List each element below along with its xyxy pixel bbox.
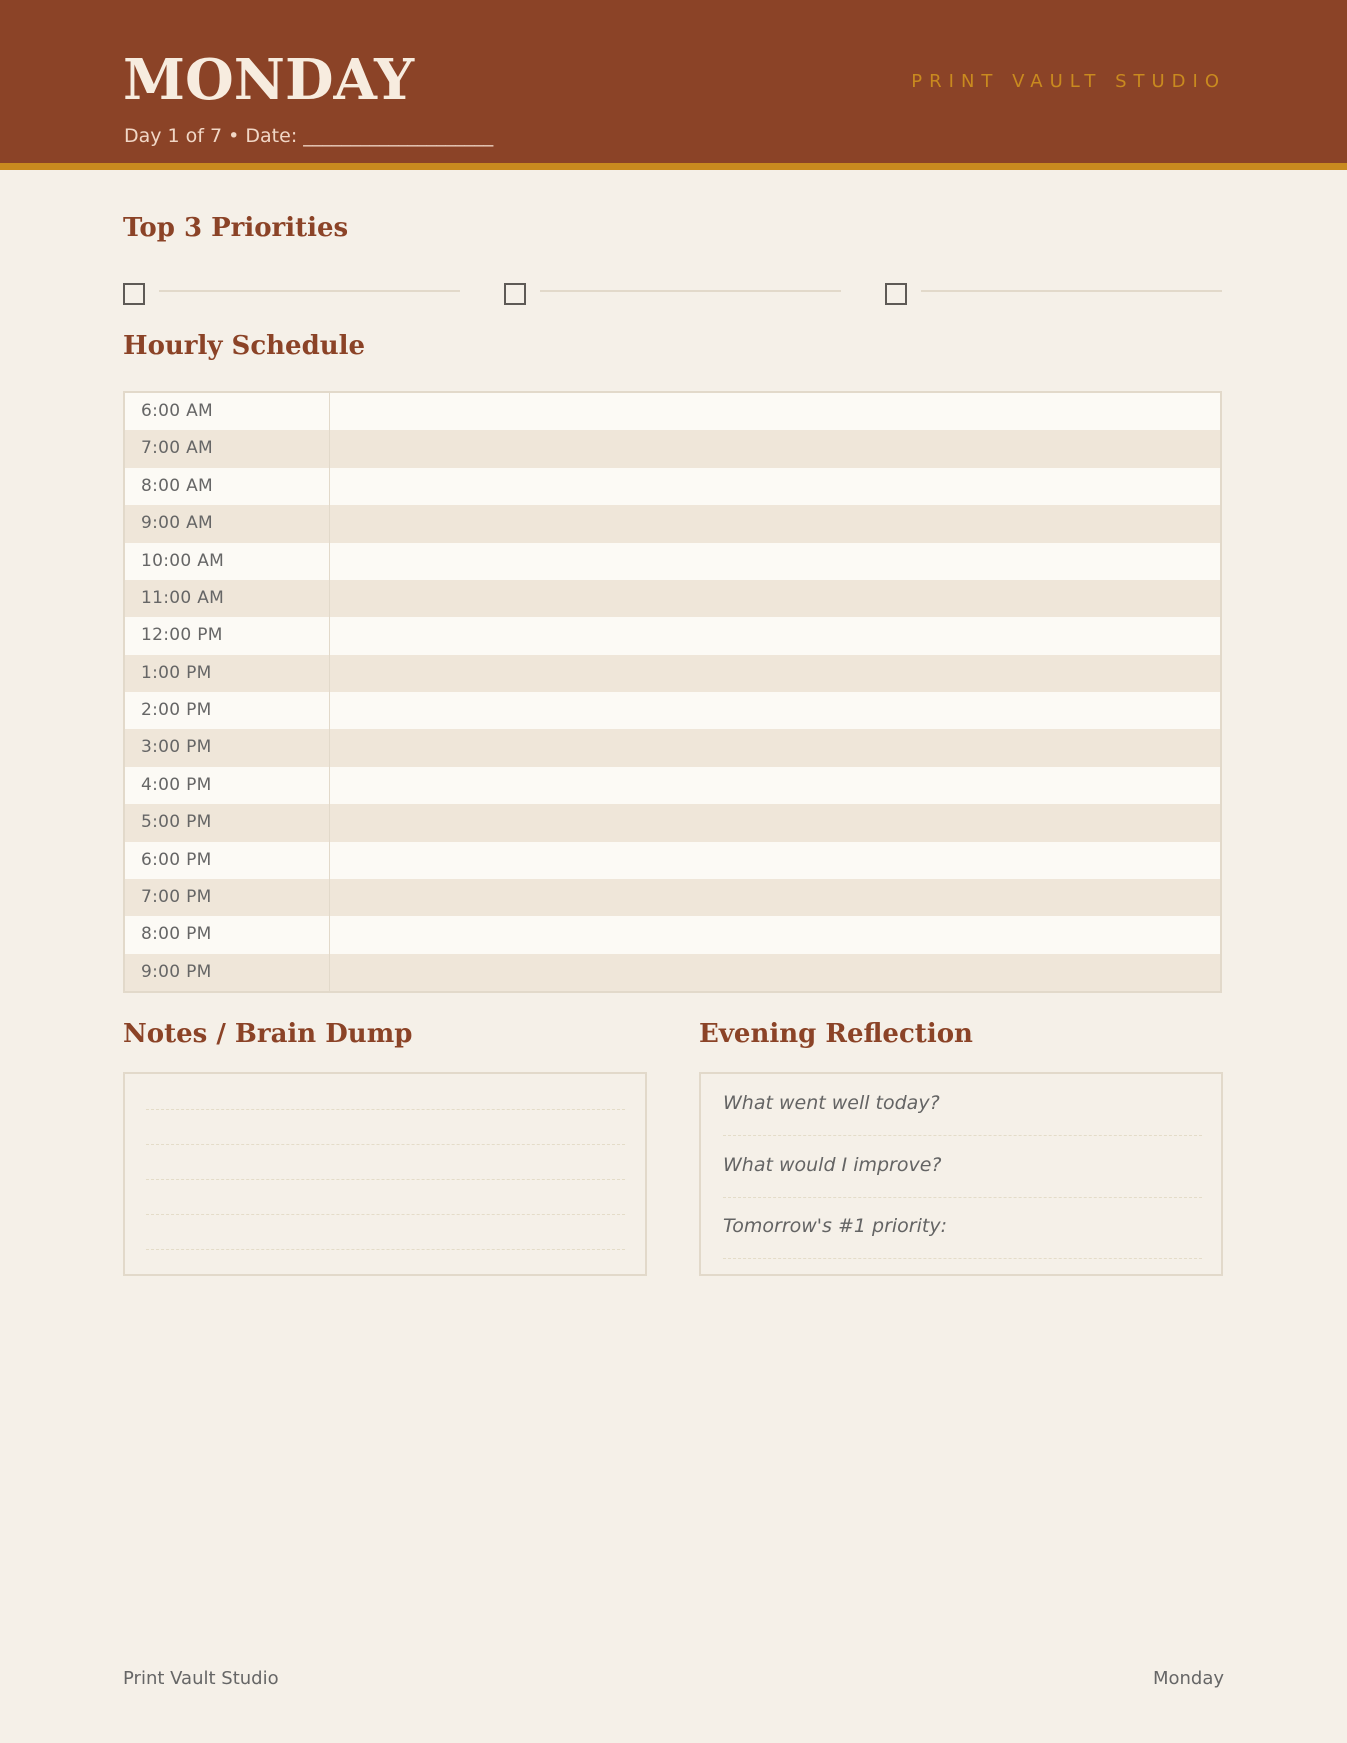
schedule-row (125, 505, 1220, 542)
schedule-entry-cell[interactable] (330, 393, 1220, 430)
schedule-row (125, 729, 1220, 766)
schedule-time: 6:00 AM (125, 393, 330, 430)
schedule-entry-cell[interactable] (330, 468, 1220, 505)
priority-writing-line (921, 290, 1222, 292)
notes-writing-line (146, 1144, 625, 1145)
studio-brand-mark: PRINT VAULT STUDIO (911, 71, 1226, 92)
schedule-entry-cell[interactable] (330, 879, 1220, 916)
hourly-schedule-table (123, 391, 1222, 993)
schedule-time: 9:00 PM (125, 954, 330, 991)
priority-checkbox[interactable] (504, 283, 526, 305)
schedule-time: 7:00 PM (125, 879, 330, 916)
schedule-row (125, 804, 1220, 841)
reflection-question: What would I improve? (723, 1154, 942, 1176)
priority-checkbox[interactable] (885, 283, 907, 305)
reflection-question: What went well today? (723, 1092, 940, 1114)
notes-writing-line (146, 1249, 625, 1250)
schedule-time: 7:00 AM (125, 430, 330, 467)
schedule-entry-cell[interactable] (330, 655, 1220, 692)
schedule-time: 10:00 AM (125, 543, 330, 580)
notes-writing-line (146, 1179, 625, 1180)
schedule-entry-cell[interactable] (330, 692, 1220, 729)
reflection-question: Tomorrow's #1 priority: (723, 1215, 947, 1237)
schedule-title: Hourly Schedule (123, 331, 366, 361)
schedule-entry-cell[interactable] (330, 505, 1220, 542)
schedule-row (125, 879, 1220, 916)
schedule-entry-cell[interactable] (330, 954, 1220, 991)
schedule-time: 3:00 PM (125, 729, 330, 766)
schedule-entry-cell[interactable] (330, 916, 1220, 953)
schedule-entry-cell[interactable] (330, 580, 1220, 617)
schedule-time: 8:00 PM (125, 916, 330, 953)
priority-item[interactable] (123, 283, 472, 305)
schedule-time: 1:00 PM (125, 655, 330, 692)
schedule-time: 4:00 PM (125, 767, 330, 804)
page-header (0, 0, 1347, 170)
reflection-title: Evening Reflection (699, 1019, 973, 1049)
notes-writing-line (146, 1214, 625, 1215)
schedule-time: 6:00 PM (125, 842, 330, 879)
schedule-time: 12:00 PM (125, 617, 330, 654)
schedule-row (125, 767, 1220, 804)
footer-day: Monday (1152, 1668, 1224, 1689)
schedule-entry-cell[interactable] (330, 767, 1220, 804)
priority-item[interactable] (885, 283, 1234, 305)
priority-writing-line (159, 290, 460, 292)
schedule-time: 8:00 AM (125, 468, 330, 505)
schedule-entry-cell[interactable] (330, 729, 1220, 766)
schedule-entry-cell[interactable] (330, 543, 1220, 580)
schedule-row (125, 954, 1220, 991)
schedule-row (125, 617, 1220, 654)
day-subtitle-date-line: Day 1 of 7 • Date: ____________________ (124, 125, 494, 147)
schedule-entry-cell[interactable] (330, 430, 1220, 467)
schedule-row (125, 543, 1220, 580)
priorities-title: Top 3 Priorities (123, 213, 349, 243)
footer-brand: Print Vault Studio (123, 1668, 279, 1689)
day-title: MONDAY (123, 47, 415, 113)
schedule-row (125, 468, 1220, 505)
schedule-entry-cell[interactable] (330, 617, 1220, 654)
schedule-row (125, 916, 1220, 953)
schedule-row (125, 655, 1220, 692)
reflection-writing-line (723, 1197, 1202, 1198)
reflection-box[interactable] (699, 1072, 1223, 1276)
schedule-time: 9:00 AM (125, 505, 330, 542)
schedule-row (125, 692, 1220, 729)
priority-checkbox[interactable] (123, 283, 145, 305)
priority-item[interactable] (504, 283, 853, 305)
schedule-row (125, 393, 1220, 430)
notes-writing-line (146, 1109, 625, 1110)
priority-writing-line (540, 290, 841, 292)
schedule-entry-cell[interactable] (330, 842, 1220, 879)
schedule-row (125, 430, 1220, 467)
schedule-row (125, 842, 1220, 879)
notes-box[interactable] (123, 1072, 647, 1276)
schedule-time: 11:00 AM (125, 580, 330, 617)
notes-title: Notes / Brain Dump (123, 1019, 413, 1049)
schedule-time: 5:00 PM (125, 804, 330, 841)
reflection-writing-line (723, 1258, 1202, 1259)
reflection-writing-line (723, 1135, 1202, 1136)
schedule-time: 2:00 PM (125, 692, 330, 729)
schedule-entry-cell[interactable] (330, 804, 1220, 841)
schedule-row (125, 580, 1220, 617)
